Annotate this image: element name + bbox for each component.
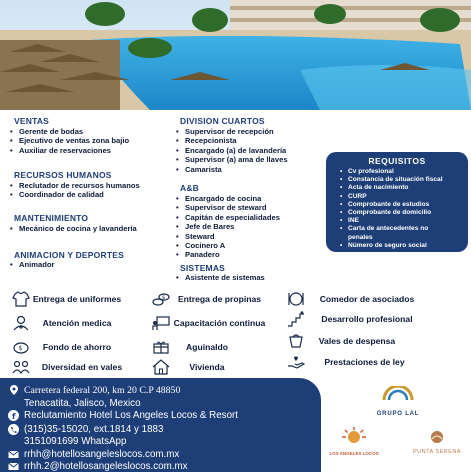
list-item: • Jefe de Bares bbox=[175, 222, 325, 231]
benefit-vales bbox=[285, 332, 407, 350]
list-item: • Panadero bbox=[175, 250, 325, 259]
job-list-ayb bbox=[175, 194, 325, 260]
grupo-lal-wordmark: GRUPO LAL bbox=[376, 411, 420, 417]
benefit-label: Desarrollo profesional bbox=[321, 314, 413, 324]
list-item: • CURP bbox=[340, 193, 468, 201]
list-item: • Recepcionista bbox=[175, 136, 325, 145]
los-angeles-locos-sun-icon bbox=[341, 426, 367, 446]
benefit-propinas bbox=[150, 290, 267, 308]
list-item: • Cocinero A bbox=[175, 241, 325, 250]
benefit-label: Comedor de asociados bbox=[319, 294, 415, 304]
punta-serena-emblem-icon bbox=[429, 430, 445, 444]
list-item: • Número de seguro social bbox=[340, 242, 468, 250]
svg-text:$: $ bbox=[18, 345, 23, 352]
email-address[interactable]: rrhh@hotellosangeleslocos.com.mx bbox=[24, 449, 180, 460]
grupo-lal-sun-icon bbox=[381, 386, 415, 406]
benefit-desarrollo bbox=[285, 310, 427, 328]
job-list-recursos-humanos bbox=[9, 181, 159, 200]
address-line-1: Carretera federal 200, km 20 C.P 48850 bbox=[24, 385, 181, 396]
benefit-label: Vivienda bbox=[189, 362, 225, 372]
facebook-row[interactable] bbox=[8, 410, 238, 421]
address-row bbox=[8, 385, 180, 396]
benefit-diversidad bbox=[10, 358, 132, 376]
benefit-label: Diversidad en vales bbox=[41, 362, 123, 372]
phone-numbers[interactable]: (315)35-15020, ext.1814 y 1883 bbox=[24, 424, 164, 435]
list-item: • Carta de antecedentes no penales bbox=[340, 225, 452, 241]
phone-icon bbox=[8, 424, 19, 435]
list-item: • Supervisor de recepción bbox=[175, 127, 325, 136]
benefit-label: Prestaciones de ley bbox=[324, 357, 405, 367]
benefit-aguinaldo bbox=[150, 338, 242, 356]
punta-serena-logo bbox=[408, 430, 466, 455]
benefit-prestaciones bbox=[285, 353, 422, 371]
section-title-division-cuartos: DIVISION CUARTOS bbox=[180, 116, 265, 126]
benefit-label: Fondo de ahorro bbox=[42, 342, 112, 352]
facebook-icon bbox=[8, 410, 19, 421]
list-item: • INE bbox=[340, 217, 468, 225]
job-list-mantenimiento bbox=[9, 224, 159, 233]
diversity-icon bbox=[10, 358, 32, 376]
phone-row[interactable] bbox=[8, 424, 163, 435]
shirt-icon bbox=[10, 290, 32, 308]
list-item: • Comprobante de domicilio bbox=[340, 209, 468, 217]
los-angeles-locos-wordmark: LOS ANGELES LOCOS bbox=[329, 451, 379, 456]
list-item: • Comprobante de estudios bbox=[340, 201, 468, 209]
list-item: • Encargado de cocina bbox=[175, 194, 325, 203]
benefit-label: Entrega de propinas bbox=[177, 294, 262, 304]
job-list-division-cuartos bbox=[175, 127, 325, 174]
benefit-ahorro bbox=[10, 338, 122, 356]
benefit-label: Vales de despensa bbox=[318, 336, 396, 346]
voucher-icon bbox=[285, 332, 307, 350]
list-item: • Capitán de especialidades bbox=[175, 213, 325, 222]
email-address[interactable]: rrhh.2@hotellosangeleslocos.com.mx bbox=[24, 461, 188, 472]
section-title-animacion: ANIMACION Y DEPORTES bbox=[14, 250, 124, 260]
dining-icon bbox=[285, 290, 307, 308]
benefit-capacitacion bbox=[150, 314, 267, 332]
bonus-icon bbox=[150, 338, 172, 356]
section-title-ayb: A&B bbox=[180, 183, 200, 193]
list-item: • Gerente de bodas bbox=[9, 127, 159, 136]
list-item: • Supervisor (a) ama de llaves bbox=[175, 155, 310, 164]
whatsapp-row[interactable] bbox=[24, 436, 126, 447]
medical-icon bbox=[10, 314, 32, 332]
section-title-mantenimiento: MANTENIMIENTO bbox=[14, 213, 89, 223]
address-line-2: Tenacatita, Jalisco, Mexico bbox=[24, 398, 141, 409]
facebook-page[interactable]: Reclutamiento Hotel Los Angeles Locos & Resort bbox=[24, 410, 239, 421]
benefit-medica bbox=[10, 314, 122, 332]
list-item: • Auxiliar de reservaciones bbox=[9, 146, 159, 155]
resort-photo bbox=[0, 0, 471, 110]
punta-serena-wordmark: PUNTA SERENA bbox=[412, 449, 462, 455]
email-row-1[interactable] bbox=[8, 449, 179, 460]
list-item: • Ejecutivo de ventas zona bajio bbox=[9, 136, 147, 145]
section-title-sistemas: SISTEMAS bbox=[180, 263, 226, 273]
requirements-title: REQUISITOS bbox=[368, 156, 426, 166]
job-list-ventas bbox=[9, 127, 159, 155]
list-item: • Reclutador de recursos humanos bbox=[9, 181, 144, 190]
list-item: • Steward bbox=[175, 232, 325, 241]
savings-icon bbox=[10, 338, 32, 356]
benefit-label: Entrega de uniformes bbox=[32, 294, 122, 304]
training-icon bbox=[150, 314, 172, 332]
benefit-vivienda bbox=[150, 358, 242, 376]
list-item: • Mecánico de cocina y lavandería bbox=[9, 224, 149, 233]
job-list-animacion bbox=[9, 260, 159, 269]
address-line-2-row bbox=[24, 398, 141, 409]
email-row-2[interactable] bbox=[8, 461, 188, 472]
list-item: • Constancia de situación fiscal bbox=[340, 176, 468, 184]
list-item: • Acta de nacimiento bbox=[340, 184, 468, 192]
email-icon bbox=[8, 449, 19, 460]
benefit-label: Capacitación continua bbox=[173, 318, 266, 328]
coins-icon bbox=[150, 290, 172, 308]
grupo-lal-logo bbox=[370, 386, 426, 417]
benefit-comedor bbox=[285, 290, 427, 308]
svg-text:f: f bbox=[12, 412, 16, 421]
los-angeles-locos-logo bbox=[326, 426, 382, 456]
list-item: • Animador bbox=[9, 260, 159, 269]
growth-icon bbox=[285, 310, 307, 328]
job-list-sistemas bbox=[175, 273, 325, 282]
list-item: • Cv profesional bbox=[340, 168, 468, 176]
list-item: • Encargado (a) de lavandería bbox=[175, 146, 325, 155]
contact-panel bbox=[0, 378, 321, 472]
location-pin-icon bbox=[8, 385, 19, 396]
requirements-box bbox=[326, 152, 468, 252]
list-item: • Asistente de sistemas bbox=[175, 273, 325, 282]
benefits-hand-icon bbox=[285, 353, 307, 371]
email-icon bbox=[8, 461, 19, 472]
section-title-ventas: VENTAS bbox=[14, 116, 50, 126]
house-icon bbox=[150, 358, 172, 376]
whatsapp-number[interactable]: 3151091699 WhatsApp bbox=[24, 436, 127, 447]
benefit-uniformes bbox=[10, 290, 122, 308]
list-item: • Coordinador de calidad bbox=[9, 190, 159, 199]
list-item: • Supervisor de steward bbox=[175, 203, 325, 212]
requirements-list bbox=[326, 168, 468, 250]
list-item: • Camarista bbox=[175, 165, 325, 174]
benefit-label: Atención medica bbox=[42, 318, 112, 328]
svg-text:$: $ bbox=[162, 295, 166, 301]
benefit-label: Aguinaldo bbox=[185, 342, 228, 352]
section-title-recursos-humanos: RECURSOS HUMANOS bbox=[14, 170, 112, 180]
